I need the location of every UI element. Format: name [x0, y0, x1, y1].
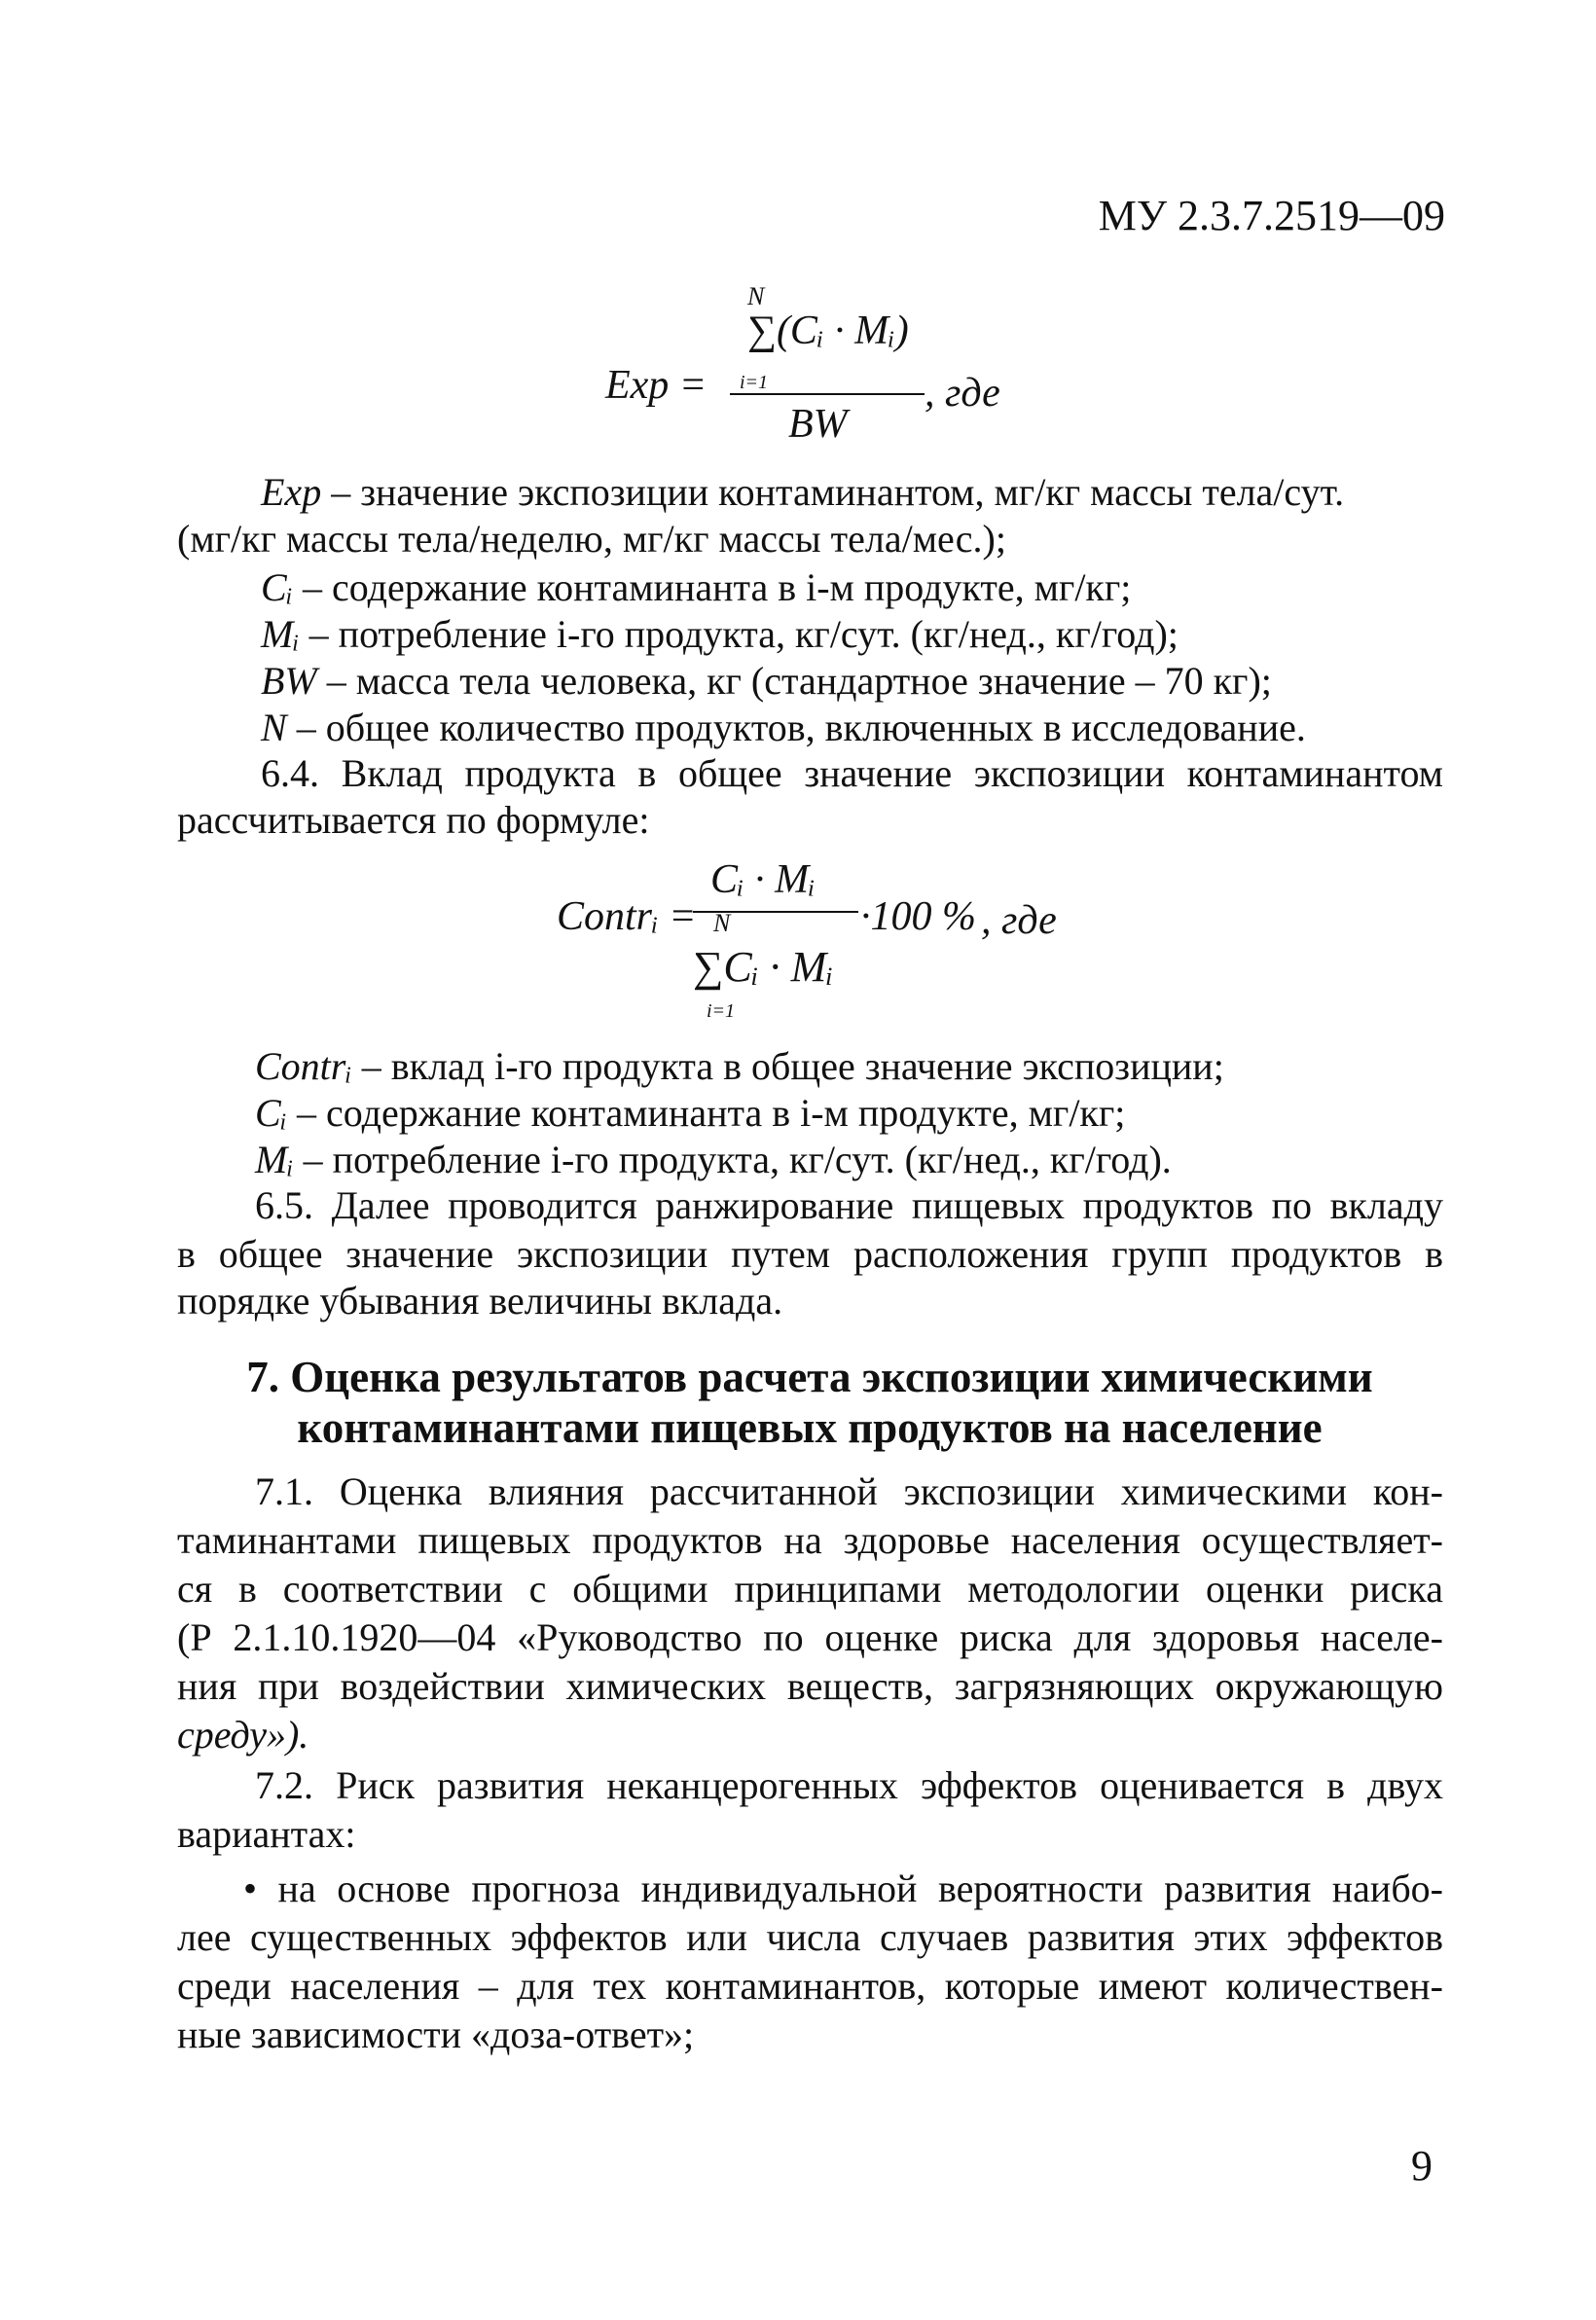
- sum-upper-limit: N: [747, 282, 765, 310]
- definition2-ci: Cᵢ – содержание контаминанта в i-м продукте, мг/кг;: [255, 1091, 1126, 1135]
- definition-exp-continued: (мг/кг массы тела/неделю, мг/кг массы тела/мес.);: [177, 517, 1006, 561]
- formula-denominator: BW: [788, 402, 848, 447]
- formula2-numerator: Cᵢ · Mᵢ: [710, 857, 816, 902]
- formula2-denominator: ∑Cᵢ · Mᵢ: [693, 943, 834, 991]
- sum-lower-limit: i=1: [740, 372, 769, 393]
- formula2-factor: ·100 %: [860, 894, 976, 939]
- section-7-title-line2: контаминантами пищевых продуктов на население: [297, 1403, 1323, 1452]
- bullet-item-line3: среди населения – для тех контаминантов, которые имеют количествен-: [177, 1964, 1443, 2008]
- page-number: 9: [1411, 2142, 1433, 2190]
- paragraph-7-1-line4: (Р 2.1.10.1920—04 «Руководство по оценке риска для здоровья населе-: [177, 1615, 1443, 1659]
- paragraph-7-1-line5: ния при воздействии химических веществ, загрязняющих окружающую: [177, 1664, 1443, 1708]
- bullet-item-line1: • на основе прогноза индивидуальной вероятности развития наибо-: [243, 1867, 1443, 1910]
- paragraph-7-1-line2: таминантами пищевых продуктов на здоровье населения осуществляет-: [177, 1518, 1443, 1562]
- definition-contr: Contrᵢ – вклад i-го продукта в общее значение экспозиции;: [255, 1044, 1224, 1088]
- formula-lhs: Exp =: [605, 363, 707, 408]
- formula-suffix: , где: [925, 371, 1000, 416]
- section-7-title-line1: 7. Оценка результатов расчета экспозиции химическими: [246, 1353, 1373, 1401]
- paragraph-6-5-line1: 6.5. Далее проводится ранжирование пищевых продуктов по вкладу: [255, 1183, 1443, 1227]
- paragraph-7-1-line3: ся в соответствии с общими принципами методологии оценки риска: [177, 1567, 1443, 1611]
- bullet-item-line4: ные зависимости «доза-ответ»;: [177, 2012, 695, 2056]
- sum2-lower-limit: i=1: [707, 1000, 736, 1022]
- formula-numerator: ∑(Cᵢ · Mᵢ): [747, 308, 909, 353]
- definition2-mi: Mᵢ – потребление i-го продукта, кг/сут. (кг/нед., кг/год).: [255, 1138, 1172, 1181]
- fraction-bar: [730, 393, 925, 395]
- sum2-upper-limit: N: [713, 909, 731, 937]
- paragraph-7-1-line6: среду»).: [177, 1713, 309, 1757]
- definition-exp: Exp – значение экспозиции контаминантом, мг/кг массы тела/сут.: [261, 470, 1345, 514]
- formula2-lhs: Contrᵢ =: [557, 894, 697, 939]
- paragraph-7-2-line1: 7.2. Риск развития неканцерогенных эффектов оценивается в двух: [255, 1763, 1443, 1807]
- document-code: МУ 2.3.7.2519—09: [1098, 192, 1445, 239]
- paragraph-7-2-line2: вариантах:: [177, 1812, 356, 1856]
- definition-mi: Mᵢ – потребление i-го продукта, кг/сут. (кг/нед., кг/год);: [261, 612, 1179, 656]
- formula2-suffix: , где: [981, 898, 1057, 943]
- paragraph-6-5-line2: в общее значение экспозиции путем расположения групп продуктов в: [177, 1232, 1443, 1276]
- paragraph-6-4-line1: 6.4. Вклад продукта в общее значение экспозиции контаминантом: [261, 751, 1443, 795]
- paragraph-6-4-line2: рассчитывается по формуле:: [177, 798, 650, 842]
- paragraph-6-5-line3: порядке убывания величины вклада.: [177, 1279, 783, 1323]
- definition-ci: Cᵢ – содержание контаминанта в i-м продукте, мг/кг;: [261, 565, 1132, 609]
- bullet-item-line2: лее существенных эффектов или числа случаев развития этих эффектов: [177, 1915, 1443, 1959]
- paragraph-7-1-line1: 7.1. Оценка влияния рассчитанной экспозиции химическими кон-: [255, 1469, 1443, 1513]
- definition-bw: BW – масса тела человека, кг (стандартное значение – 70 кг);: [261, 659, 1272, 703]
- definition-n: N – общее количество продуктов, включенных в исследование.: [261, 706, 1306, 749]
